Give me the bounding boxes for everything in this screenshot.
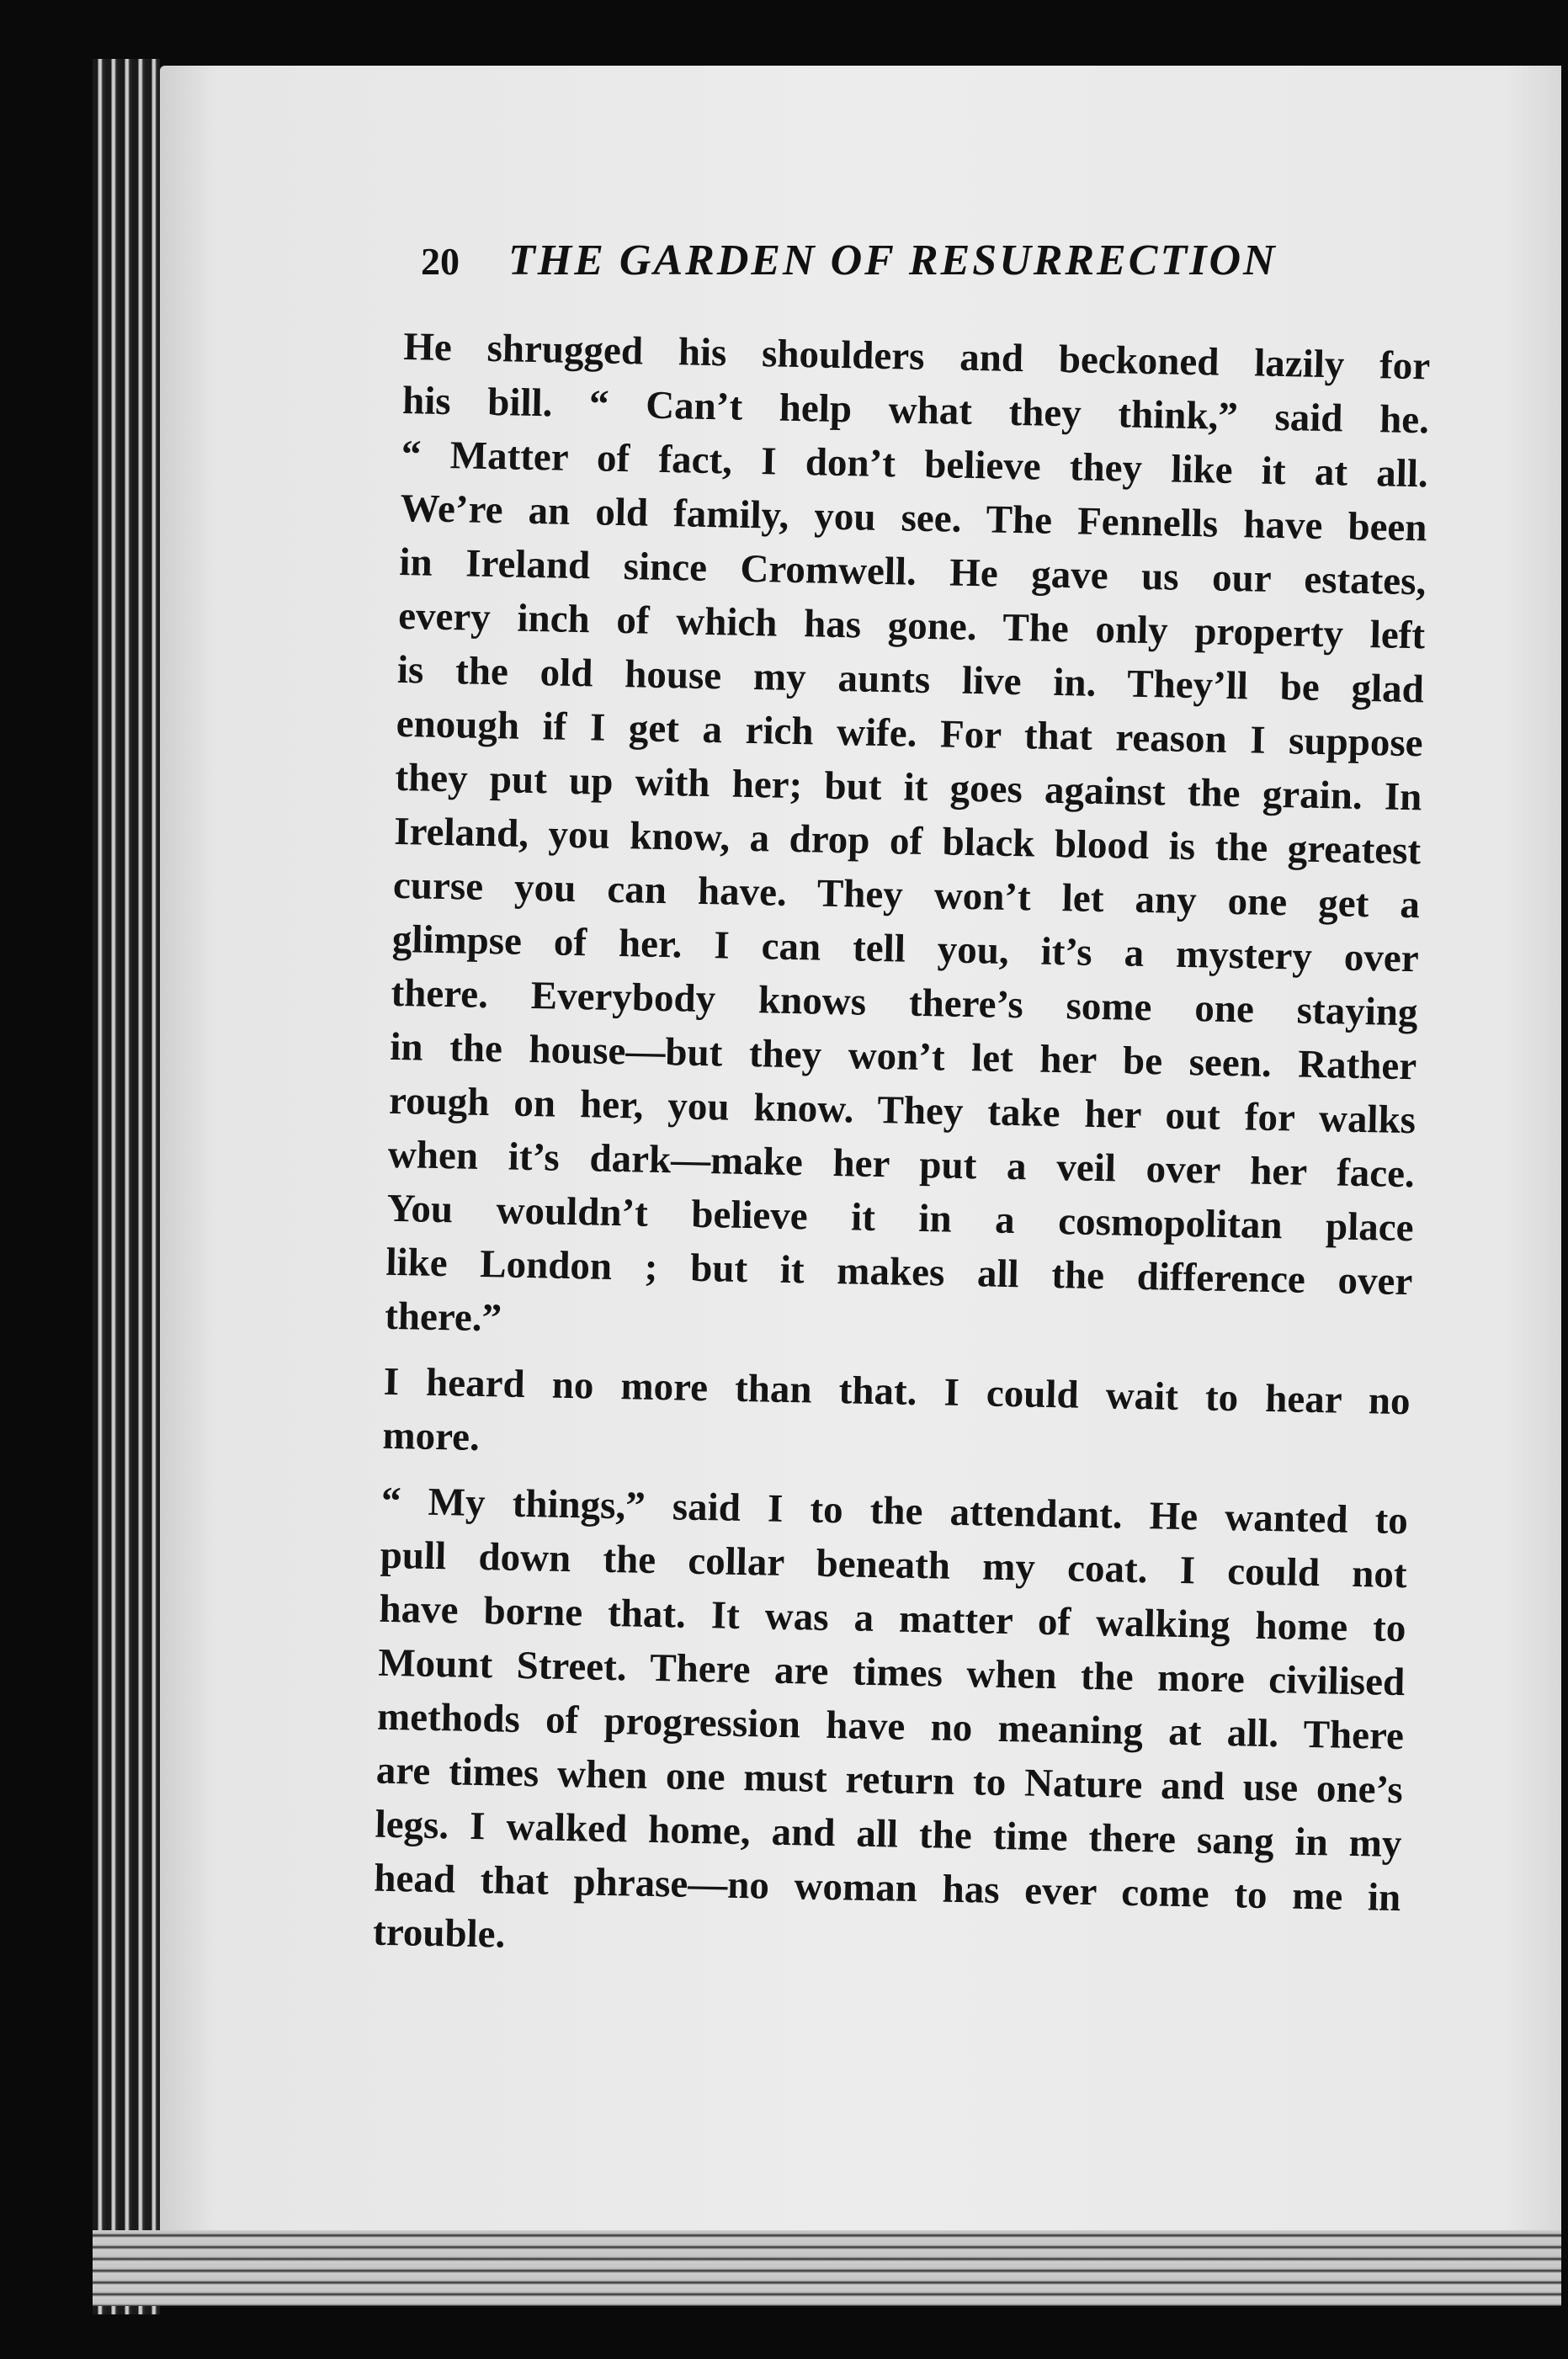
text-line: they put up with her; but it goes against the grain. In [395, 755, 1422, 820]
text-line: in the house—but they won’t let her be seen. Rather [389, 1024, 1417, 1089]
text-line: He shrugged his shoulders and beckoned lazily for [402, 324, 1431, 389]
text-line: “ My things,” said I to the attendant. He wanted to [380, 1479, 1409, 1543]
page-header [421, 236, 1431, 295]
paragraph [373, 1474, 1409, 1979]
text-line: Mount Street. There are times when the more civilised [377, 1640, 1406, 1705]
text-line: head that phrase—no woman has ever come to me in [373, 1856, 1401, 1921]
page-number: 20 [421, 240, 460, 283]
text-line: have borne that. It was a matter of walking home to [379, 1586, 1406, 1651]
text-line: his bill. “ Can’t help what they think,” said he. [401, 378, 1430, 443]
text-line: like London ; but it makes all the difference over [385, 1240, 1413, 1304]
text-line: in Ireland since Cromwell. He gave us our estates, [398, 539, 1427, 604]
text-line: glimpse of her. I can tell you, it’s a mystery over [391, 917, 1420, 981]
paragraph [385, 320, 1431, 1363]
text-line: more. [382, 1413, 481, 1459]
text-line: I heard no more than that. I could wait to hear no [383, 1359, 1411, 1424]
text-line: every inch of which has gone. The only property left [397, 593, 1426, 658]
page-stack-left-edge [93, 59, 160, 2314]
page-stack-bottom-edge [93, 2230, 1561, 2306]
text-line: “ Matter of fact, I don’t believe they like it at all. [401, 432, 1429, 497]
text-line: pull down the collar beneath my coat. I could not [380, 1533, 1408, 1597]
text-line: are times when one must return to Nature and use one’s [375, 1748, 1404, 1813]
text-line: trouble. [372, 1910, 506, 1957]
text-line: rough on her, you know. They take her out for walks [388, 1078, 1417, 1143]
text-line: there. Everybody knows there’s some one staying [391, 970, 1418, 1035]
text-line: there.” [384, 1294, 502, 1341]
text-line: You wouldn’t believe it in a cosmopolitan place [386, 1186, 1415, 1251]
text-line: enough if I get a rich wife. For that reason I suppose [396, 701, 1424, 766]
text-line: Ireland, you know, a drop of black blood is the greatest [393, 809, 1422, 874]
paragraph [382, 1355, 1411, 1482]
text-line: when it’s dark—make her put a veil over her face. [387, 1132, 1416, 1197]
text-line: curse you can have. They won’t let any one get a [392, 863, 1421, 927]
running-title: THE GARDEN OF RESURRECTION [508, 236, 1278, 284]
body-text [373, 320, 1431, 1979]
text-line: We’re an old family, you see. The Fennells have been [400, 486, 1427, 550]
text-line: is the old house my aunts live in. They’ll be glad [396, 647, 1425, 712]
text-line: methods of progression have no meaning at all. There [376, 1694, 1405, 1759]
text-line: legs. I walked home, and all the time there sang in my [375, 1802, 1402, 1867]
